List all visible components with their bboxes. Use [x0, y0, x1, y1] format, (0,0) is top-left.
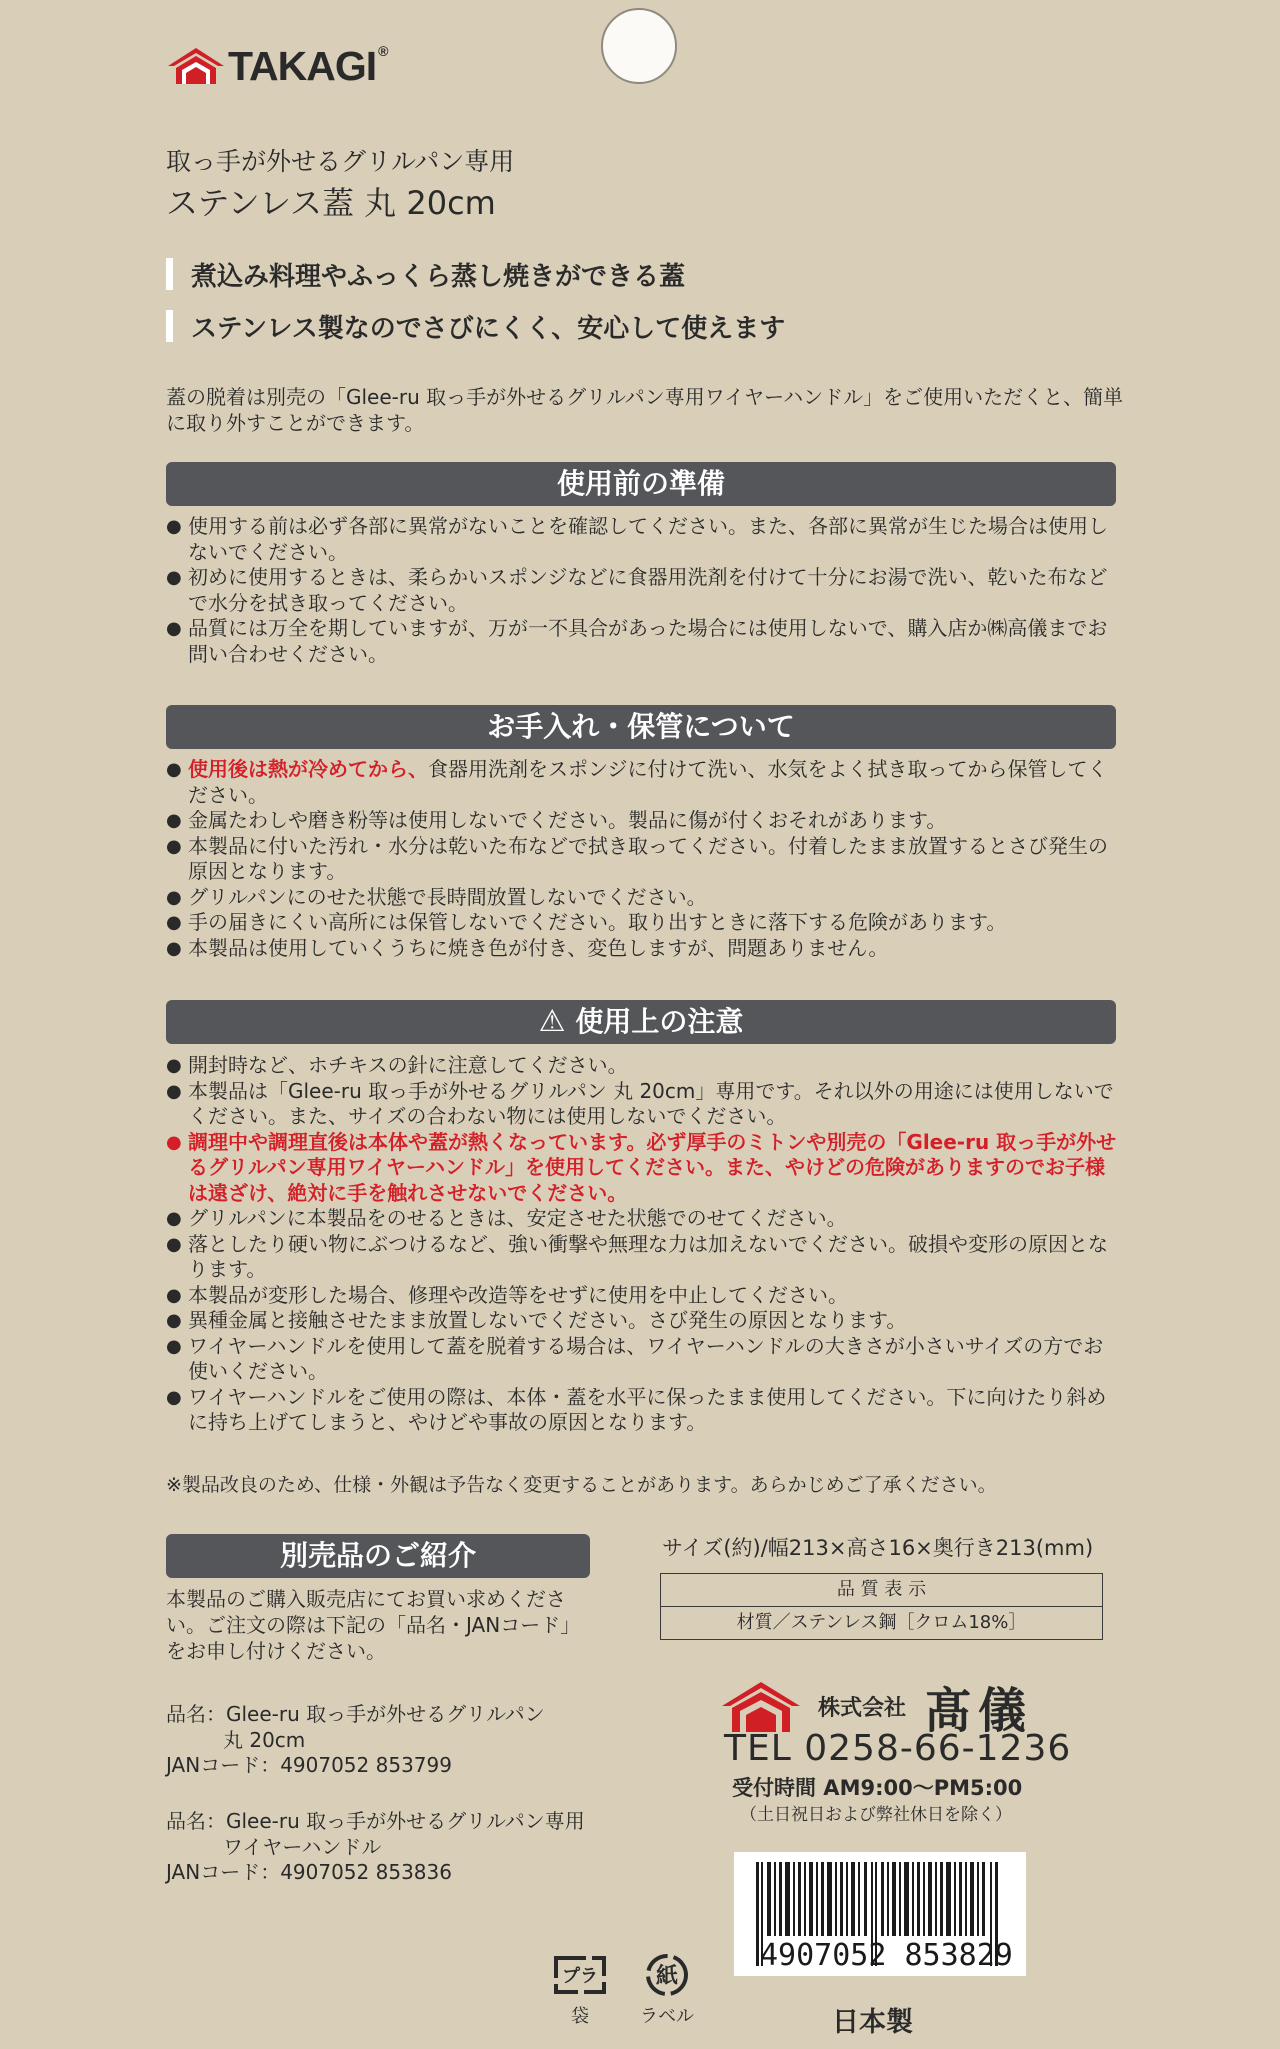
- section-header-care: お手入れ・保管について: [166, 705, 1116, 749]
- registered-mark: ®: [378, 42, 388, 59]
- list-item: ● 品質には万全を期していますが、万が一不具合があった場合には使用しないで、購入店か㈱高儀までお問い合わせください。: [166, 616, 1120, 667]
- feature-1: [166, 255, 685, 293]
- company-logo-icon: [722, 1680, 800, 1734]
- product-name: 品名：Glee-ru 取っ手が外せるグリルパン: [166, 1702, 545, 1726]
- feature-text: 煮込み料理やふっくら蒸し焼きができる蓋: [191, 261, 686, 292]
- list-item: ● ワイヤーハンドルをご使用の際は、本体・蓋を水平に保ったまま使用してください。下に向けたり斜めに持ち上げてしまうと、やけどや事故の原因となります。: [166, 1385, 1120, 1436]
- made-in-japan: 日本製: [832, 2007, 913, 2038]
- list-item: ● グリルパンにのせた状態で長時間放置しないでください。: [166, 885, 1120, 911]
- paper-mark-text: 紙: [655, 1964, 679, 1989]
- logo-text: TAKAGI: [228, 42, 377, 89]
- list-item: ● 本製品は「Glee-ru 取っ手が外せるグリルパン 丸 20cm」専用です。それ以外の用途には使用しないでください。また、サイズの合わない物には使用しないでください。: [166, 1079, 1120, 1130]
- paper-label: ラベル: [640, 2006, 694, 2027]
- section-header-caution: [166, 1000, 1116, 1044]
- accessories-text: 本製品のご購入販売店にてお買い求めください。ご注文の際は下記の「品名・JANコード」をお申し付けください。: [166, 1587, 581, 1663]
- product-name-cont: ワイヤーハンドル: [223, 1834, 382, 1859]
- quality-header: 品 質 表 示: [836, 1579, 927, 1600]
- product-name: 品名：Glee-ru 取っ手が外せるグリルパン専用: [166, 1809, 585, 1833]
- phone-number: TEL 0258-66-1236: [724, 1728, 1072, 1769]
- product-title: ステンレス蓋 丸 20cm: [166, 184, 496, 222]
- section-header-accessories: 別売品のご紹介: [166, 1534, 590, 1578]
- prep-list: [166, 514, 1120, 667]
- list-item: [166, 757, 1120, 808]
- company-name: 髙儀: [924, 1683, 1033, 1739]
- plastic-recycle-icon: [548, 1952, 612, 1998]
- size-spec: サイズ(約)/幅213×高さ16×奥行き213(mm): [662, 1536, 1094, 1560]
- barcode-digits: 4907052 853829: [760, 1938, 1013, 1973]
- plastic-mark-text: プラ: [562, 1966, 598, 1987]
- intro-text: 蓋の脱着は別売の「Glee-ru 取っ手が外せるグリルパン専用ワイヤーハンドル」をご使用いただくと、簡単に取り外すことができます。: [166, 385, 1124, 435]
- list-item: ● 手の届きにくい高所には保管しないでください。取り出すときに落下する危険があります。: [166, 910, 1120, 936]
- list-item: ● 本製品が変形した場合、修理や改造等をせずに使用を中止してください。: [166, 1283, 1120, 1309]
- list-item: ● 開封時など、ホチキスの針に注意してください。: [166, 1053, 1120, 1079]
- feature-bar: [166, 310, 173, 342]
- list-item-warning: ● 調理中や調理直後は本体や蓋が熱くなっています。必ず厚手のミトンや別売の「Glee-ru 取っ手が外せるグリルパン専用ワイヤーハンドル」を使用してください。また、やけどの危険がありますのでお子様は遠ざけ、絶対に手を触れさせないでください。: [166, 1130, 1120, 1207]
- feature-text: ステンレス製なのでさびにくく、安心して使えます: [191, 313, 786, 344]
- plastic-label: 袋: [571, 2006, 589, 2027]
- plastic-recycle-mark: [548, 1952, 612, 2027]
- paper-recycle-icon: [632, 1952, 702, 1998]
- accessory-product-1: [166, 1702, 606, 1779]
- hanger-hole: [601, 8, 677, 84]
- caution-title: 使用上の注意: [575, 1005, 744, 1038]
- product-name-cont: 丸 20cm: [223, 1727, 306, 1752]
- warning-triangle-icon: ⚠: [538, 1004, 566, 1039]
- improvement-note: ※製品改良のため、仕様・外観は予告なく変更することがあります。あらかじめご了承ください。: [166, 1474, 997, 1496]
- section-header-prep: 使用前の準備: [166, 462, 1116, 506]
- list-item: ● 初めに使用するときは、柔らかいスポンジなどに食器用洗剤を付けて十分にお湯で洗い、乾いた布などで水分を拭き取ってください。: [166, 565, 1120, 616]
- feature-bar: [166, 258, 173, 290]
- jan-code: JANコード：4907052 853836: [166, 1860, 452, 1884]
- care-list: [166, 757, 1120, 961]
- jan-code: JANコード：4907052 853799: [166, 1753, 452, 1777]
- brand-logo: [168, 44, 387, 88]
- list-item: ● 使用する前は必ず各部に異常がないことを確認してください。また、各部に異常が生じた場合は使用しないでください。: [166, 514, 1120, 565]
- caution-list: [166, 1053, 1120, 1436]
- care-first-text: 食器用洗剤をスポンジに付けて洗い、水気をよく拭き取ってから保管してください。: [188, 757, 1108, 807]
- paper-recycle-mark: [632, 1952, 702, 2027]
- list-item: ● 本製品は使用していくうちに焼き色が付き、変色しますが、問題ありません。: [166, 936, 1120, 962]
- business-hours-note: （土日祝日および弊社休日を除く）: [740, 1805, 1012, 1825]
- list-item: ● グリルパンに本製品をのせるときは、安定させた状態でのせてください。: [166, 1206, 1120, 1232]
- list-item: ● 落としたり硬い物にぶつけるなど、強い衝撃や無理な力は加えないでください。破損や変形の原因となります。: [166, 1232, 1120, 1283]
- company-type: 株式会社: [818, 1696, 907, 1721]
- business-hours: 受付時間 AM9:00〜PM5:00: [732, 1776, 1023, 1800]
- list-item: ● ワイヤーハンドルを使用して蓋を脱着する場合は、ワイヤーハンドルの大きさが小さいサイズの方でお使いください。: [166, 1334, 1120, 1385]
- list-item: ● 異種金属と接触させたまま放置しないでください。さび発生の原因となります。: [166, 1308, 1120, 1334]
- feature-2: [166, 307, 785, 345]
- accessory-product-2: [166, 1809, 606, 1886]
- material-row: 材質／ステンレス鋼［クロム18%］: [661, 1606, 1102, 1639]
- product-subtitle: 取っ手が外せるグリルパン専用: [166, 147, 515, 176]
- house-logo-icon: [168, 46, 224, 86]
- list-item: ● 本製品に付いた汚れ・水分は乾いた布などで拭き取ってください。付着したまま放置するとさび発生の原因となります。: [166, 834, 1120, 885]
- list-item: ● 金属たわしや磨き粉等は使用しないでください。製品に傷が付くおそれがあります。: [166, 808, 1120, 834]
- quality-table: [660, 1573, 1103, 1640]
- care-warning-red: 使用後は熱が冷めてから、: [188, 757, 428, 781]
